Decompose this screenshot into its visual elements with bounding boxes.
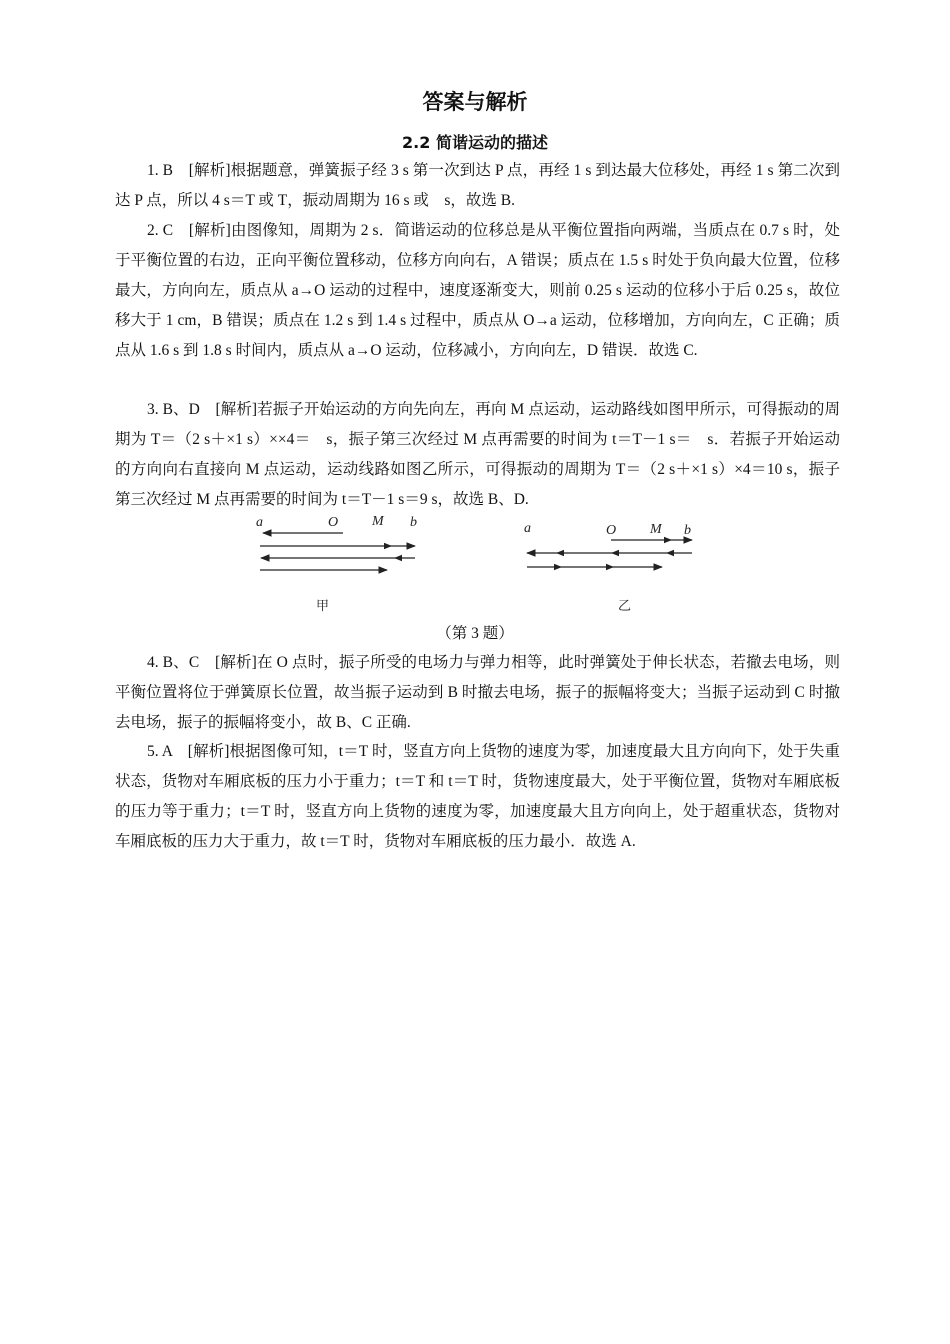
figure-name-yi: 乙	[618, 599, 632, 614]
diagram-yi	[524, 521, 692, 614]
page-title: 答案与解析	[422, 90, 528, 114]
answer-1: 1. B [解析]根据题意，弹簧振子经 3 s 第一次到达 P 点，再经 1 s 到达最大位移处，再经 1 s 第二次到达 P 点，所以 4 s＝T 或 T，振动周期为 16 s 或 s，故选 B.	[115, 162, 840, 209]
label-b: b	[684, 523, 691, 538]
label-O: O	[328, 515, 339, 530]
figure-caption: （第 3 题）	[436, 625, 514, 642]
motion-path-figure	[240, 508, 720, 620]
answer-4: 4. B、C [解析]在 O 点时，振子所受的电场力与弹力相等，此时弹簧处于伸长状态，若撤去电场，则平衡位置将位于弹簧原长位置，故当振子运动到 B 时撤去电场，振子的振幅将变大；当振子运动到 C 时撤去电场，振子的振幅将变小，故 B、C 正确.	[115, 654, 840, 731]
label-a: a	[256, 515, 263, 530]
label-O: O	[606, 523, 617, 538]
section-title: 2.2 简谐运动的描述	[402, 133, 548, 152]
answer-2: 2. C [解析]由图像知，周期为 2 s．简谐运动的位移总是从平衡位置指向两端，当质点在 0.7 s 时，处于平衡位置的右边，正向平衡位置移动，位移方向向右，A 错误；质点在 1.5 s 时处于负向最大位置，位移最大，方向向左，质点从 a→O 运动的过程中，速度逐渐变大，则前 0.25 s 运动的位移小于后 0.25 s，故位移大于 1 cm，B 错误；质点在 1.2 s 到 1.4 s 过程中，质点从 O→a 运动，位移增加，方向向左，C 正确；质点从 1.6 s 到 1.8 s 时间内，质点从 a→O 运动，位移减小，方向向左，D 错误．故选 C.	[115, 222, 840, 359]
figure-name-jia: 甲	[316, 599, 330, 614]
label-M: M	[372, 514, 384, 529]
label-M: M	[650, 522, 662, 537]
answer-3: 3. B、D [解析]若振子开始运动的方向先向左，再向 M 点运动，运动路线如图甲所示，可得振动的周期为 T＝（2 s＋×1 s）××4＝ s，振子第三次经过 M 点再需要的时间为 t＝T－1 s＝ s．若振子开始运动的方向向右直接向 M 点运动，运动线路如图乙所示，可得振动的周期为 T＝（2 s＋×1 s）×4＝10 s，振子第三次经过 M 点再需要的时间为 t＝T－1 s＝9 s，故选 B、D.	[115, 401, 840, 508]
label-b: b	[410, 515, 417, 530]
answer-5: 5. A [解析]根据图像可知，t＝T 时，竖直方向上货物的速度为零，加速度最大且方向向下，处于失重状态，货物对车厢底板的压力小于重力；t＝T 和 t＝T 时，货物速度最大，处于平衡位置，货物对车厢底板的压力等于重力；t＝T 时，竖直方向上货物的速度为零，加速度最大且方向向上，处于超重状态，货物对车厢底板的压力大于重力，故 t＝T 时，货物对车厢底板的压力最小．故选 A.	[115, 743, 840, 850]
label-a: a	[524, 521, 531, 536]
diagram-jia	[256, 514, 417, 614]
